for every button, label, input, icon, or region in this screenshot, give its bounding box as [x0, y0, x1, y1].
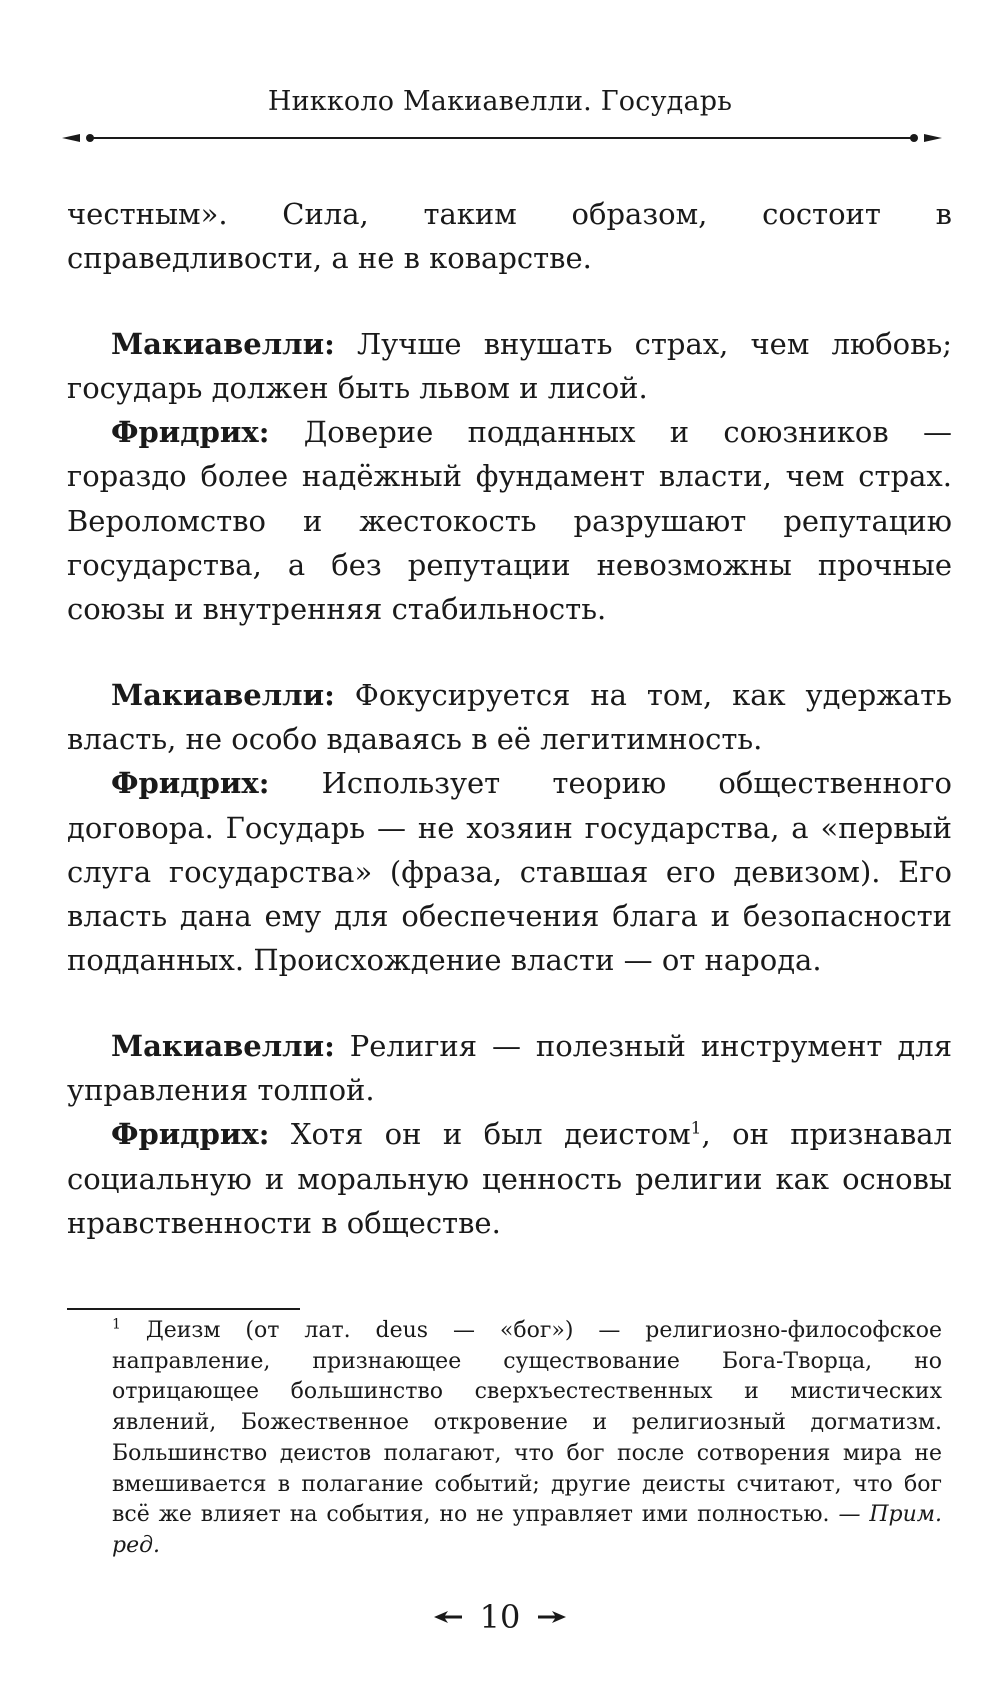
machiavelli-statement: Религия — полезный инструмент для управления толпой. [67, 1028, 952, 1108]
footnote-number: 1 [112, 1316, 121, 1333]
frederick-statement-continued: , он признавал социальную и моральную ценность религии как основы нравственности в обществе. [67, 1117, 953, 1240]
frederick-paragraph [67, 1112, 952, 1245]
footnote [112, 1316, 942, 1562]
machiavelli-statement: Фокусируется на том, как удержать власть, не особо вдаваясь в её легитимность. [67, 677, 952, 756]
frederick-paragraph [67, 410, 952, 631]
machiavelli-paragraph [67, 1024, 952, 1113]
frederick-statement: Использует теорию общественного договора. Государь — не хозяин государства, а «первый слуга государства» (фраза, ставшая его девизом). Его власть дана ему для обеспечения блага и безопасности подданных. Происхождение власти — от народа. [67, 766, 952, 978]
frederick-paragraph [67, 761, 952, 982]
machiavelli-statement: Лучше внушать страх, чем любовь; государь должен быть львом и лисой. [67, 326, 952, 405]
footnote-reference[interactable]: 1 [690, 1118, 702, 1139]
continuation-paragraph: честным». Сила, таким образом, состоит в справедливости, а не в коварстве. [67, 197, 952, 276]
main-text [67, 192, 952, 1245]
footnote-paragraph [112, 1316, 942, 1562]
frederick-statement: Доверие подданных и союзников — гораздо более надёжный фундамент власти, чем страх. Вероломство и жестокость разрушают репутацию государства, а без репутации невозможны прочные союзы и внутренняя стабильность. [67, 415, 952, 627]
editor-note: — Прим. ред. [112, 1502, 942, 1558]
machiavelli-paragraph [67, 673, 952, 762]
machiavelli-paragraph [67, 322, 952, 411]
arrow-right-icon [538, 1610, 566, 1624]
speaker-machiavelli: Макиавелли: [111, 1028, 335, 1063]
speaker-machiavelli: Макиавелли: [111, 326, 335, 361]
page-number: 10 [479, 1598, 521, 1636]
speaker-frederick: Фридрих: [111, 415, 270, 450]
page-number-block [0, 1598, 1000, 1636]
frederick-statement: Хотя он и был деистом [269, 1117, 691, 1152]
arrow-left-icon [434, 1610, 462, 1624]
footnote-text: Деизм (от лат. deus — «бог») — религиозно-философское направление, признающее существование Бога-Творца, но отрицающее большинство сверхъестественных и мистических явлений, Божественное откровение и религиозный догматизм. Большинство деистов полагают, что бог после сотворения мира не вмешивается в полагание событий; другие деисты считают, что бог всё же влияет на события, но не управляет ими полностью. [112, 1318, 942, 1528]
running-header-title: Никколо Макиавелли. Государь [267, 86, 733, 117]
header-ornament-rule [62, 128, 942, 148]
footnote-divider [67, 1308, 300, 1310]
speaker-frederick: Фридрих: [111, 1117, 270, 1152]
speaker-frederick: Фридрих: [111, 766, 270, 801]
speaker-machiavelli: Макиавелли: [111, 677, 335, 712]
